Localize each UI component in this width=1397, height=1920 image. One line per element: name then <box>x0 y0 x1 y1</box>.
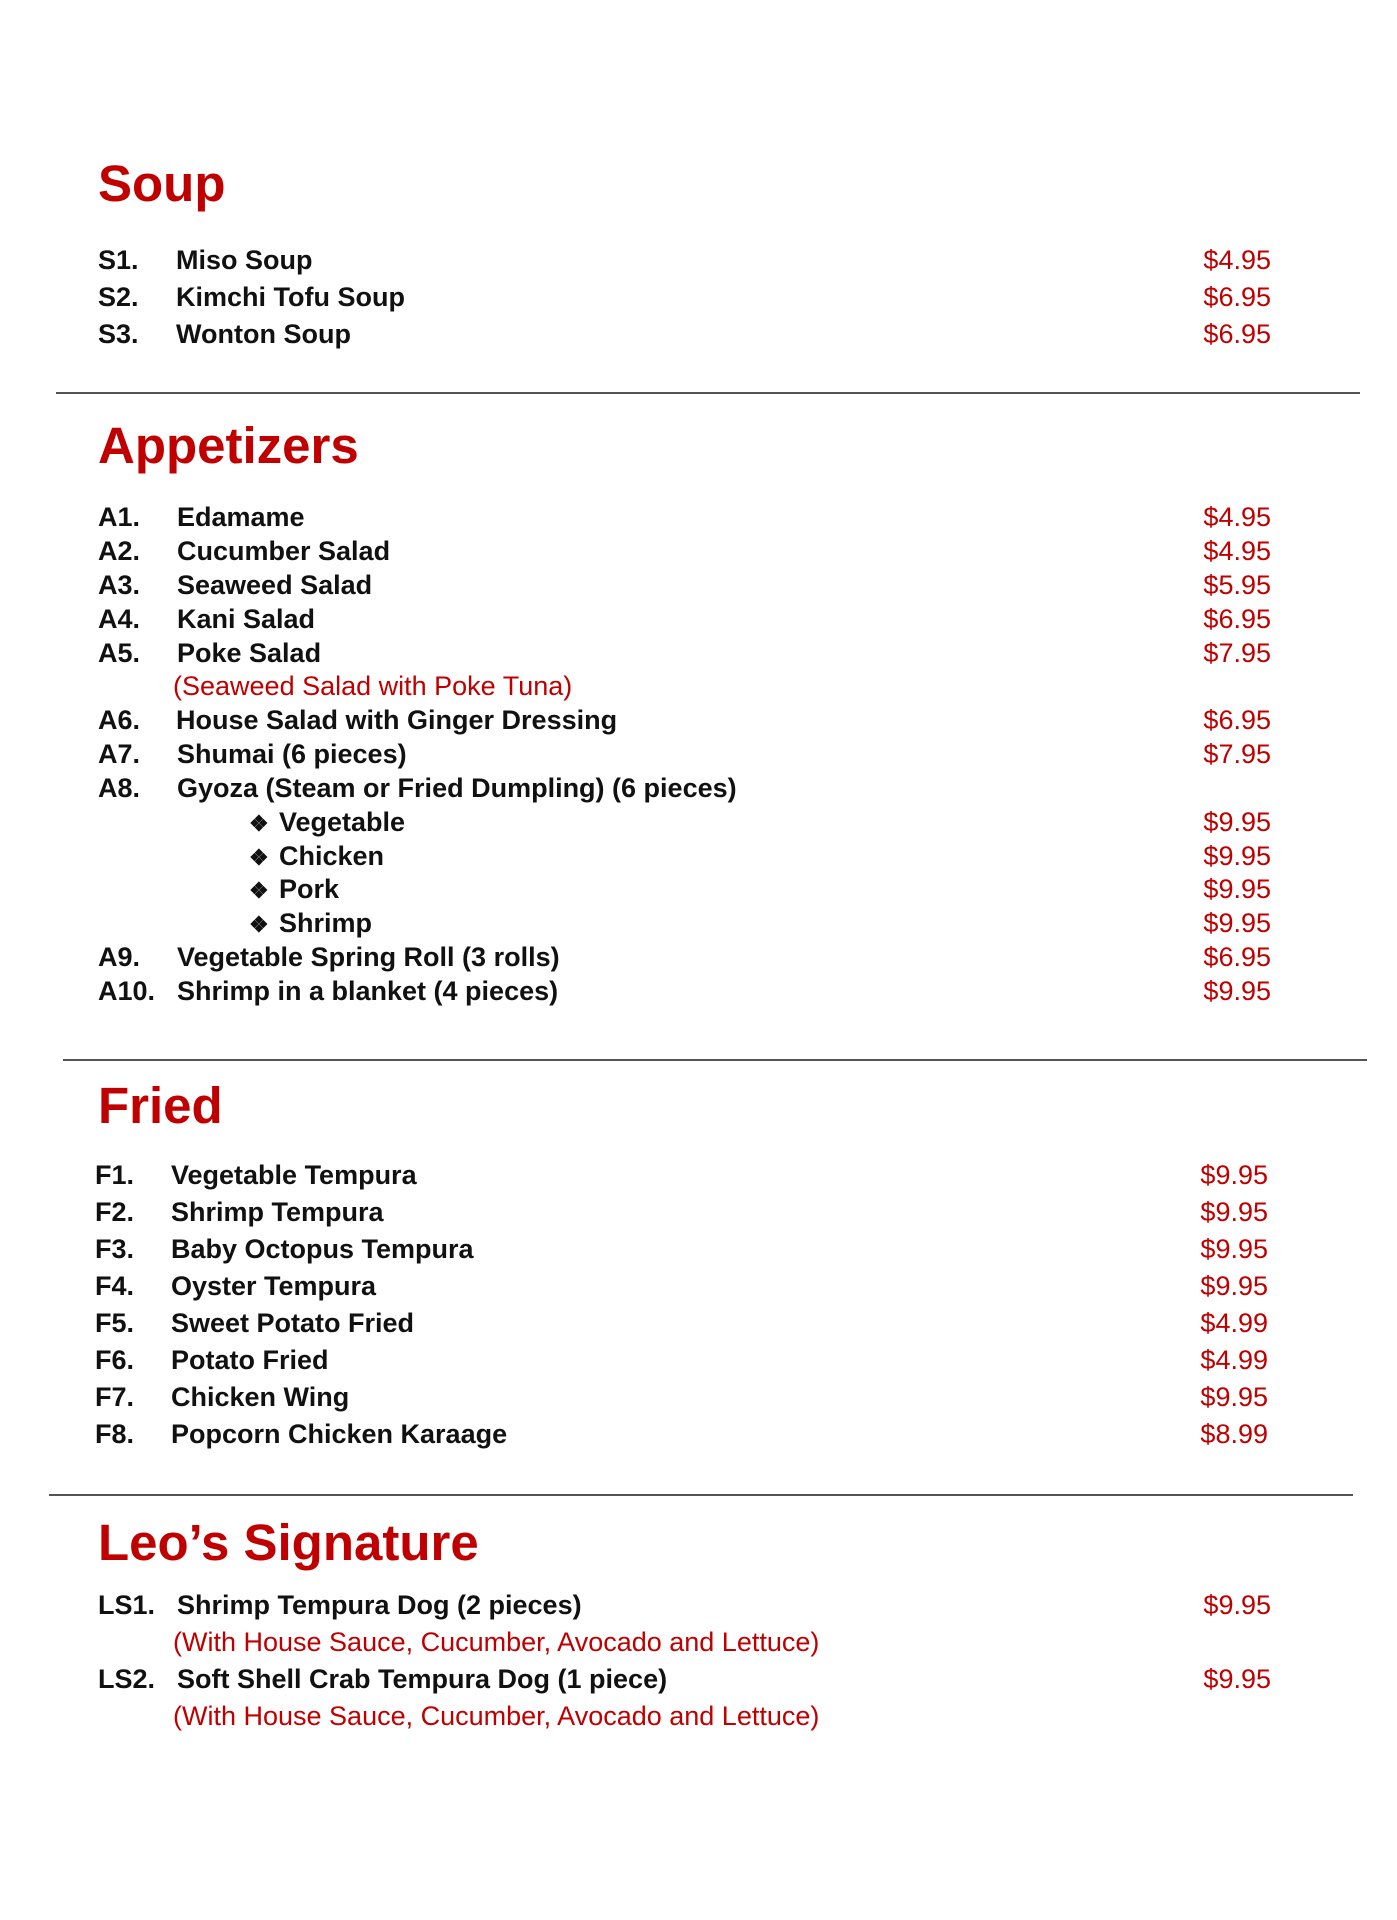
item-name: House Salad with Ginger Dressing <box>176 705 618 735</box>
item-code: A4. <box>98 604 141 634</box>
menu-item <box>0 243 1397 277</box>
item-code: F3. <box>95 1234 135 1264</box>
item-price: $6.95 <box>1203 705 1271 735</box>
menu-item <box>0 1343 1397 1377</box>
item-code: S2. <box>98 282 139 312</box>
item-name: Cucumber Salad <box>177 536 391 566</box>
item-name: Edamame <box>177 502 305 532</box>
item-name: Vegetable Tempura <box>171 1160 417 1190</box>
section-title-fried: Fried <box>98 1077 223 1134</box>
diamond-bullet-icon: ❖ <box>249 912 269 937</box>
menu-item <box>0 1588 1397 1622</box>
item-code: LS2. <box>98 1664 156 1694</box>
item-price: $7.95 <box>1203 739 1271 769</box>
item-code: A2. <box>98 536 141 566</box>
item-price: $9.95 <box>1200 1160 1268 1190</box>
item-code: F7. <box>95 1382 135 1412</box>
menu-item <box>0 1417 1397 1451</box>
menu-item <box>0 317 1397 351</box>
item-code: A6. <box>98 705 141 735</box>
item-note: (With House Sauce, Cucumber, Avocado and Lettuce) <box>173 1701 820 1731</box>
menu-item <box>0 1306 1397 1340</box>
item-price: $9.95 <box>1203 1590 1271 1620</box>
menu-item <box>0 1158 1397 1192</box>
menu-item <box>0 1195 1397 1229</box>
section-divider <box>49 1494 1353 1496</box>
item-price: $9.95 <box>1200 1197 1268 1227</box>
item-name: Kani Salad <box>177 604 316 634</box>
gyoza-option <box>0 805 1397 839</box>
option-price: $9.95 <box>1203 874 1271 904</box>
item-code: A1. <box>98 502 141 532</box>
item-name: Shrimp in a blanket (4 pieces) <box>177 976 559 1006</box>
option-name: Chicken <box>279 841 385 871</box>
item-name: Potato Fried <box>171 1345 329 1375</box>
item-name: Shumai (6 pieces) <box>177 739 407 769</box>
item-name: Baby Octopus Tempura <box>171 1234 474 1264</box>
option-price: $9.95 <box>1203 841 1271 871</box>
item-price: $6.95 <box>1203 282 1271 312</box>
menu-item <box>0 940 1397 974</box>
item-name: Shrimp Tempura <box>171 1197 384 1227</box>
item-code: A7. <box>98 739 141 769</box>
section-divider <box>56 392 1360 394</box>
item-code: A9. <box>98 942 141 972</box>
item-price: $9.95 <box>1200 1234 1268 1264</box>
gyoza-option <box>0 839 1397 873</box>
item-price: $6.95 <box>1203 604 1271 634</box>
menu-item <box>0 534 1397 568</box>
item-price: $7.95 <box>1203 638 1271 668</box>
menu-item <box>0 636 1397 670</box>
section-title-signature: Leo’s Signature <box>98 1514 479 1571</box>
item-name: Gyoza (Steam or Fried Dumpling) (6 pieces) <box>177 773 737 803</box>
item-code: LS1. <box>98 1590 156 1620</box>
item-code: F5. <box>95 1308 135 1338</box>
item-name: Vegetable Spring Roll (3 rolls) <box>177 942 560 972</box>
item-code: F2. <box>95 1197 135 1227</box>
item-code: A5. <box>98 638 141 668</box>
item-name: Shrimp Tempura Dog (2 pieces) <box>177 1590 582 1620</box>
gyoza-option <box>0 872 1397 906</box>
item-code: A3. <box>98 570 141 600</box>
menu-item <box>0 500 1397 534</box>
item-price: $6.95 <box>1203 942 1271 972</box>
item-price: $5.95 <box>1203 570 1271 600</box>
item-code: F4. <box>95 1271 135 1301</box>
item-name: Popcorn Chicken Karaage <box>171 1419 508 1449</box>
item-name: Oyster Tempura <box>171 1271 377 1301</box>
item-name: Chicken Wing <box>171 1382 350 1412</box>
item-code: F1. <box>95 1160 135 1190</box>
menu-item <box>0 602 1397 636</box>
menu-item <box>0 703 1397 737</box>
item-price: $8.99 <box>1200 1419 1268 1449</box>
section-title-soup: Soup <box>98 155 226 212</box>
item-name: Kimchi Tofu Soup <box>176 282 405 312</box>
gyoza-option <box>0 906 1397 940</box>
item-name: Miso Soup <box>176 245 313 275</box>
diamond-bullet-icon: ❖ <box>249 811 269 836</box>
item-name: Sweet Potato Fried <box>171 1308 415 1338</box>
item-price: $4.99 <box>1200 1345 1268 1375</box>
item-price: $9.95 <box>1200 1382 1268 1412</box>
item-name: Poke Salad <box>177 638 322 668</box>
menu-item <box>0 568 1397 602</box>
item-note-row <box>0 1699 1397 1733</box>
menu-item <box>0 974 1397 1008</box>
menu-item <box>0 771 1397 805</box>
item-code: F8. <box>95 1419 135 1449</box>
item-code: A10. <box>98 976 156 1006</box>
option-name: Vegetable <box>279 807 406 837</box>
item-note-row <box>0 1625 1397 1659</box>
menu-item <box>0 1380 1397 1414</box>
menu-item <box>0 1269 1397 1303</box>
item-code: S3. <box>98 319 139 349</box>
menu-item <box>0 280 1397 314</box>
menu-item <box>0 1662 1397 1696</box>
option-price: $9.95 <box>1203 908 1271 938</box>
item-note: (With House Sauce, Cucumber, Avocado and Lettuce) <box>173 1627 820 1657</box>
option-name: Pork <box>279 874 340 904</box>
menu-item <box>0 737 1397 771</box>
item-code: A8. <box>98 773 141 803</box>
item-code: F6. <box>95 1345 135 1375</box>
item-code: S1. <box>98 245 139 275</box>
menu-item <box>0 1232 1397 1266</box>
item-price: $9.95 <box>1203 1664 1271 1694</box>
diamond-bullet-icon: ❖ <box>249 845 269 870</box>
item-note-row <box>0 669 1397 703</box>
section-title-appetizers: Appetizers <box>98 417 359 474</box>
item-price: $4.95 <box>1203 502 1271 532</box>
item-price: $4.95 <box>1203 245 1271 275</box>
item-price: $4.99 <box>1200 1308 1268 1338</box>
diamond-bullet-icon: ❖ <box>249 878 269 903</box>
option-price: $9.95 <box>1203 807 1271 837</box>
item-note: (Seaweed Salad with Poke Tuna) <box>173 671 573 701</box>
section-divider <box>63 1059 1367 1061</box>
item-price: $9.95 <box>1200 1271 1268 1301</box>
item-price: $4.95 <box>1203 536 1271 566</box>
option-name: Shrimp <box>279 908 373 938</box>
item-name: Soft Shell Crab Tempura Dog (1 piece) <box>177 1664 668 1694</box>
item-price: $6.95 <box>1203 319 1271 349</box>
item-price: $9.95 <box>1203 976 1271 1006</box>
item-name: Wonton Soup <box>176 319 351 349</box>
item-name: Seaweed Salad <box>177 570 373 600</box>
